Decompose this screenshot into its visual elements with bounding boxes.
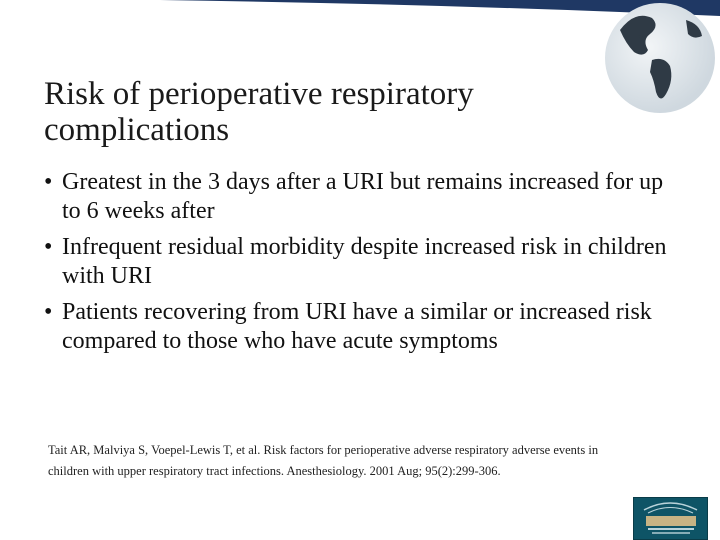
bullet-text: Greatest in the 3 days after a URI but remains increased for up to 6 weeks after: [62, 169, 664, 224]
globe-icon: [590, 0, 720, 130]
citation-line-1: Tait AR, Malviya S, Voepel-Lewis T, et al. Risk factors for perioperative adverse respiratory adverse events in: [48, 443, 599, 457]
bullet-item: [44, 168, 684, 226]
citation-line-2: children with upper respiratory tract infections. Anesthesiology. 2001 Aug; 95(2):299-306.: [48, 464, 501, 478]
bullet-symbol: •: [44, 234, 53, 260]
logo-graphic: [634, 498, 707, 539]
bullet-item: [44, 233, 684, 291]
bullet-symbol: •: [44, 169, 53, 195]
bullet-text: Patients recovering from URI have a similar or increased risk compared to those who have acute symptoms: [62, 299, 652, 354]
slide-title: Risk of perioperative respiratory complications: [44, 76, 474, 148]
citation: [48, 440, 688, 482]
bullet-symbol: •: [44, 299, 53, 325]
bullet-list: [44, 168, 684, 363]
bullet-text: Infrequent residual morbidity despite increased risk in children with URI: [62, 234, 667, 289]
society-logo-icon: [633, 497, 708, 540]
bullet-item: [44, 298, 684, 356]
